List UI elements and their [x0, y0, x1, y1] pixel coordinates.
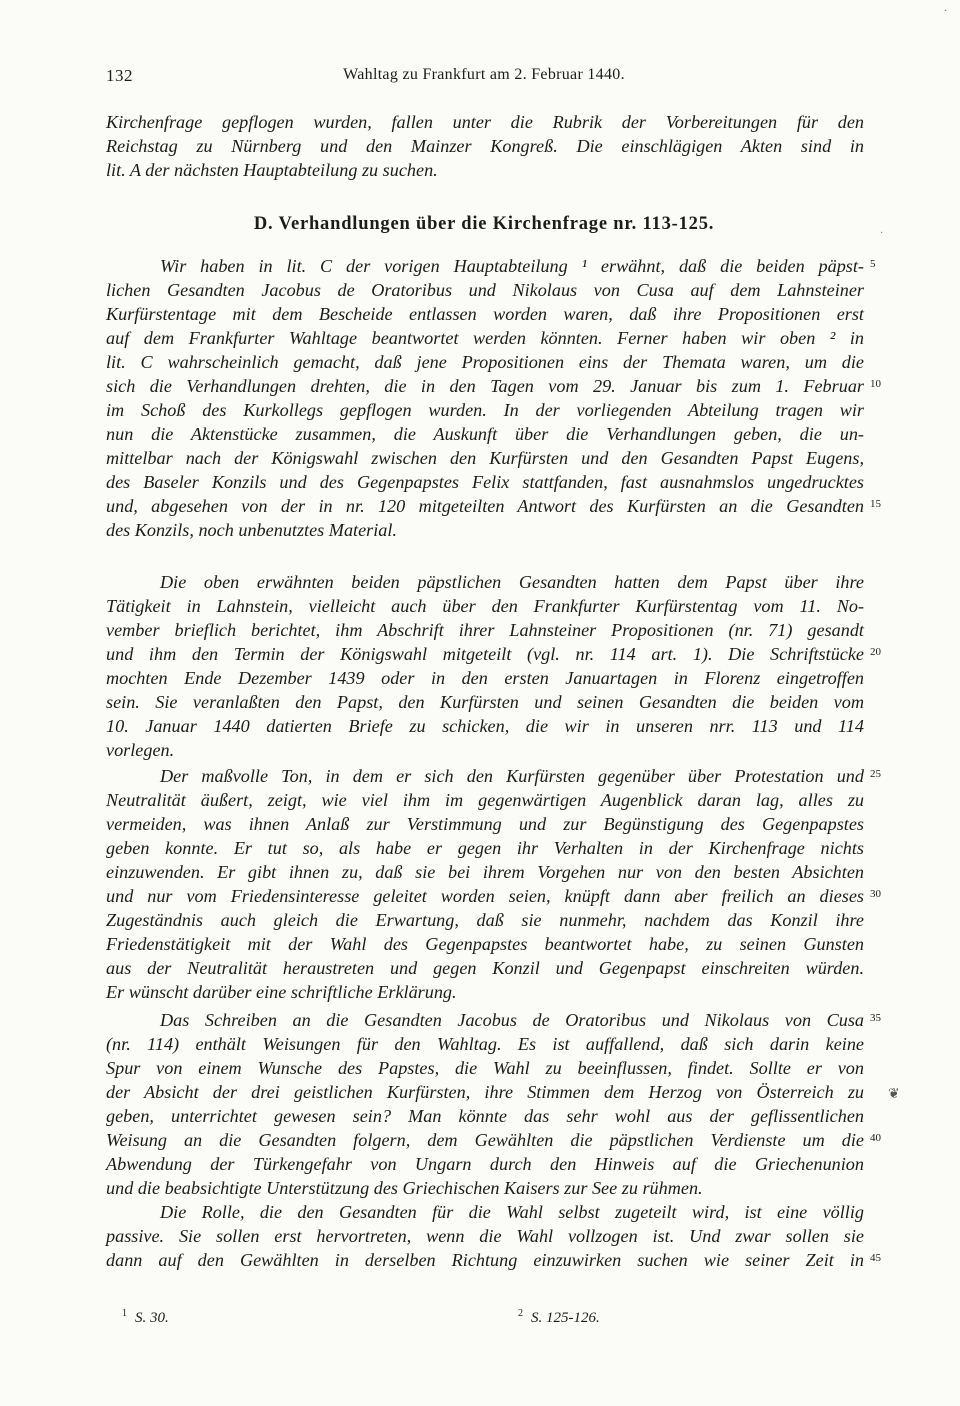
text-line: im Schoß des Kurkollegs gepflogen wurden. In der vorliegenden Abteilung tragen wir — [106, 400, 864, 420]
margin-line-number: 15 — [870, 498, 881, 510]
margin-line-number: 30 — [870, 888, 881, 900]
text-line: vermeiden, was ihnen Anlaß zur Verstimmung und zur Begünstigung des Gegenpapstes — [106, 814, 864, 834]
margin-ornament-icon: ❦ — [888, 1087, 900, 1102]
text-line: Reichstag zu Nürnberg und den Mainzer Kongreß. Die einschlägigen Akten sind in — [106, 136, 864, 156]
text-line: und nur vom Friedensinteresse geleitet worden seien, knüpft dann aber freilich an dieses — [106, 886, 864, 906]
text-line: lit. A der nächsten Hauptabteilung zu suchen. — [106, 160, 438, 180]
text-line: Tätigkeit in Lahnstein, vielleicht auch über den Frankfurter Kurfürstentag vom 11. No- — [106, 596, 864, 616]
footnote-mark: 1 — [122, 1308, 127, 1319]
text-line: geben konnte. Er tut so, als habe er gegen ihr Verhalten in der Kirchenfrage nichts — [106, 838, 864, 858]
text-line: Friedenstätigkeit mit der Wahl des Gegenpapstes beantwortet habe, zu seinen Gunsten — [106, 934, 864, 954]
text-line: Der maßvolle Ton, in dem er sich den Kurfürsten gegenüber über Protestation und — [160, 766, 864, 786]
text-line: Die Rolle, die den Gesandten für die Wahl selbst zugeteilt wird, ist eine völlig — [160, 1202, 864, 1222]
text-line: einzuwenden. Er gibt ihnen zu, daß sie bei ihrem Vorgehen nur von den besten Absichten — [106, 862, 864, 882]
margin-line-number: 25 — [870, 768, 881, 780]
text-line: lichen Gesandten Jacobus de Oratoribus und Nikolaus von Cusa auf dem Lahnsteiner — [106, 280, 864, 300]
text-line: aus der Neutralität heraustreten und gegen Konzil und Gegenpapst einschreiten würden. — [106, 958, 864, 978]
text-line: lit. C wahrscheinlich gemacht, daß jene Propositionen eins der Themata waren, um die — [106, 352, 864, 372]
text-line: Er wünscht darüber eine schriftliche Erklärung. — [106, 982, 457, 1002]
text-line: auf dem Frankfurter Wahltage beantwortet werden könnten. Ferner haben wir oben ² in — [106, 328, 864, 348]
margin-line-number: 5 — [870, 258, 876, 270]
running-title: Wahltag zu Frankfurt am 2. Februar 1440. — [343, 66, 625, 83]
text-line: dann auf den Gewählten in derselben Richtung einzuwirken suchen wie seiner Zeit in — [106, 1250, 864, 1270]
section-heading: D. Verhandlungen über die Kirchenfrage nr. 113-125. — [253, 214, 715, 234]
text-line: Kirchenfrage gepflogen wurden, fallen unter die Rubrik der Vorbereitungen für den — [106, 112, 864, 132]
footnote-text: S. 30. — [135, 1310, 169, 1326]
margin-line-number: 40 — [870, 1132, 881, 1144]
text-line: und ihm den Termin der Königswahl mitgeteilt (vgl. nr. 114 art. 1). Die Schriftstücke — [106, 644, 864, 664]
text-line: 10. Januar 1440 datierten Briefe zu schicken, die wir in unseren nrr. 113 und 114 — [106, 716, 864, 736]
text-line: passive. Sie sollen erst hervortreten, wenn die Wahl vollzogen ist. Und zwar sollen sie — [106, 1226, 864, 1246]
page-header — [106, 66, 862, 90]
scan-speck-icon: · — [944, 6, 948, 17]
text-line: der Absicht der drei geistlichen Kurfürsten, ihre Stimmen dem Herzog von Österreich zu — [106, 1082, 864, 1102]
text-line: Neutralität äußert, zeigt, wie viel ihm im gegenwärtigen Augenblick daran lag, alles zu — [106, 790, 864, 810]
text-line: sein. Sie veranlaßten den Papst, den Kurfürsten und seinen Gesandten die beiden vom — [106, 692, 864, 712]
footnote — [122, 1308, 169, 1327]
text-line: des Baseler Konzils und des Gegenpapstes Felix stattfanden, fast ausnahmslos ungedrucktes — [106, 472, 864, 492]
text-line: und, abgesehen von der in nr. 120 mitgeteilten Antwort des Kurfürsten an die Gesandten — [106, 496, 864, 516]
page-number: 132 — [106, 66, 133, 85]
text-line: Weisung an die Gesandten folgern, dem Gewählten die päpstlichen Verdienste um die — [106, 1130, 864, 1150]
text-line: (nr. 114) enthält Weisungen für den Wahltag. Es ist auffallend, daß sich darin keine — [106, 1034, 864, 1054]
text-line: vember brieflich berichtet, ihm Abschrift ihrer Lahnsteiner Propositionen (nr. 71) gesandt — [106, 620, 864, 640]
text-line: Abwendung der Türkengefahr von Ungarn durch den Hinweis auf die Griechenunion — [106, 1154, 864, 1174]
text-line: und die beabsichtigte Unterstützung des Griechischen Kaisers zur See zu rühmen. — [106, 1178, 703, 1198]
text-line: Die oben erwähnten beiden päpstlichen Gesandten hatten dem Papst über ihre — [160, 572, 864, 592]
text-line: Das Schreiben an die Gesandten Jacobus de Oratoribus und Nikolaus von Cusa — [160, 1010, 864, 1030]
text-line: vorlegen. — [106, 740, 175, 760]
footnote — [518, 1308, 600, 1327]
margin-line-number: 10 — [870, 378, 881, 390]
text-line: mittelbar nach der Königswahl zwischen den Kurfürsten und den Gesandten Papst Eugens, — [106, 448, 864, 468]
margin-line-number: 35 — [870, 1012, 881, 1024]
text-line: Kurfürstentage mit dem Bescheide entlassen worden waren, daß ihre Propositionen erst — [106, 304, 864, 324]
scan-speck-icon: · — [880, 228, 884, 239]
footnote-text: S. 125-126. — [531, 1310, 600, 1326]
text-line: mochten Ende Dezember 1439 oder in den ersten Januartagen in Florenz eingetroffen — [106, 668, 864, 688]
footnote-mark: 2 — [518, 1308, 523, 1319]
text-line: nun die Aktenstücke zusammen, die Auskunft über die Verhandlungen geben, die un- — [106, 424, 864, 444]
text-line: Spur von einem Wunsche des Papstes, die Wahl zu beeinflussen, findet. Sollte er von — [106, 1058, 864, 1078]
margin-line-number: 45 — [870, 1252, 881, 1264]
margin-line-number: 20 — [870, 646, 881, 658]
text-line: geben, unterrichtet gewesen sein? Man könnte das sehr wohl aus der geflissentlichen — [106, 1106, 864, 1126]
text-line: sich die Verhandlungen drehten, die in den Tagen vom 29. Januar bis zum 1. Februar — [106, 376, 864, 396]
text-line: des Konzils, noch unbenutztes Material. — [106, 520, 397, 540]
text-line: Wir haben in lit. C der vorigen Hauptabteilung ¹ erwähnt, daß die beiden päpst- — [160, 256, 864, 276]
text-line: Zugeständnis auch gleich die Erwartung, daß sie nunmehr, nachdem das Konzil ihre — [106, 910, 864, 930]
